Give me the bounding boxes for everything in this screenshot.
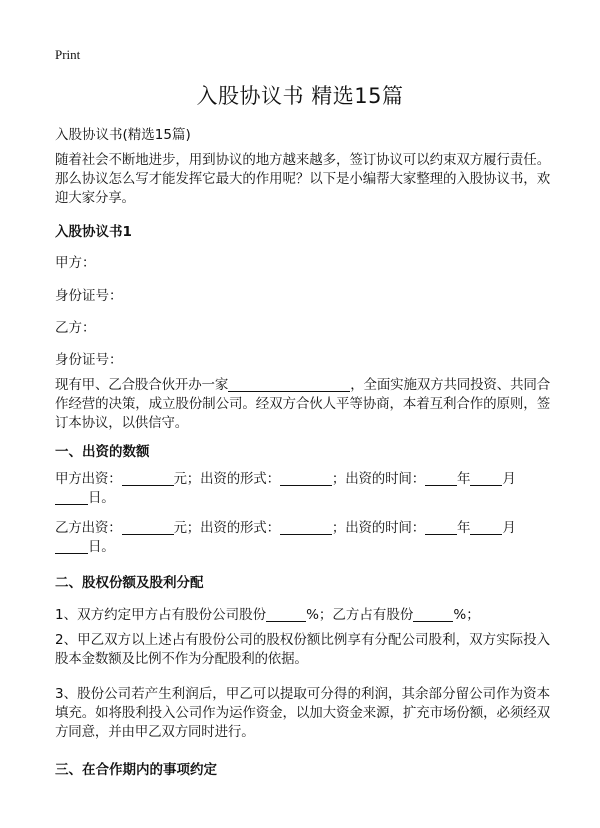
contribution-label: 甲方出资： xyxy=(55,471,122,487)
contribution-b xyxy=(55,519,550,557)
item-1-end: %； xyxy=(453,607,480,623)
heading-contribution: 一、出资的数额 xyxy=(55,444,150,460)
year-label: 年 xyxy=(457,471,471,487)
party-b-label: 乙方： xyxy=(55,320,96,336)
company-name-blank[interactable] xyxy=(228,377,350,392)
id-a-label: 身份证号： xyxy=(55,288,123,304)
share-a-blank[interactable] xyxy=(266,607,306,622)
contribution-a xyxy=(55,470,550,508)
party-a-label: 甲方： xyxy=(55,255,96,271)
day-label: 日。 xyxy=(88,490,115,506)
year-blank[interactable] xyxy=(425,520,457,535)
amount-blank[interactable] xyxy=(122,471,174,486)
item-3: 3、股份公司若产生利润后，甲乙可以提取可分得的利润，其余部分留公司作为资本填充。如将股利投入公司作为运作资金，以加大资金来源，扩充市场份额，必须经双方同意，并由甲乙双方同时进行。 xyxy=(55,686,550,740)
print-link[interactable]: Print xyxy=(55,47,81,62)
item-1-text: 1、双方约定甲方占有股份公司股份 xyxy=(55,607,267,623)
item-2: 2、甲乙双方以上述占有股份公司的股权份额比例享有分配公司股利，双方实际投入股本金数额及比例不作为分配股利的依据。 xyxy=(55,632,550,667)
contribution-time-label: ；出资的时间： xyxy=(331,520,426,536)
month-label: 月 xyxy=(502,520,516,536)
preamble-paragraph xyxy=(55,376,550,433)
form-blank[interactable] xyxy=(280,471,332,486)
month-label: 月 xyxy=(502,471,516,487)
contribution-label: 乙方出资： xyxy=(55,520,122,536)
amount-blank[interactable] xyxy=(122,520,174,535)
day-label: 日。 xyxy=(88,539,115,555)
month-blank[interactable] xyxy=(470,520,502,535)
heading-cooperation: 三、在合作期内的事项约定 xyxy=(55,762,217,778)
day-blank[interactable] xyxy=(55,490,88,505)
item-1-middle: %；乙方占有股份 xyxy=(306,607,414,623)
section-heading: 入股协议书1 xyxy=(55,224,132,240)
share-b-blank[interactable] xyxy=(413,607,453,622)
contribution-form-label: 元；出资的形式： xyxy=(173,471,280,487)
form-blank[interactable] xyxy=(280,520,332,535)
id-b-label: 身份证号： xyxy=(55,352,123,368)
contribution-form-label: 元；出资的形式： xyxy=(173,520,280,536)
month-blank[interactable] xyxy=(470,471,502,486)
document-subtitle: 入股协议书(精选15篇) xyxy=(55,127,191,143)
page-title: 入股协议书 精选15篇 xyxy=(196,84,404,108)
preamble-text-rest: ，全面实施双方共同投资、共同合作经营的决策，成立股份制公司。经双方合伙人平等协商，本着互利合作的原则，签订本协议，以供信守。 xyxy=(55,377,551,431)
intro-paragraph: 随着社会不断地进步，用到协议的地方越来越多，签订协议可以约束双方履行责任。那么协议怎么写才能发挥它最大的作用呢？以下是小编帮大家整理的入股协议书，欢迎大家分享。 xyxy=(55,152,550,206)
year-blank[interactable] xyxy=(425,471,457,486)
year-label: 年 xyxy=(457,520,471,536)
day-blank[interactable] xyxy=(55,539,88,554)
item-1 xyxy=(55,603,480,623)
preamble-text: 现有甲、乙合股合伙开办一家 xyxy=(55,377,229,393)
contribution-time-label: ；出资的时间： xyxy=(331,471,426,487)
heading-equity: 二、股权份额及股利分配 xyxy=(55,575,204,591)
